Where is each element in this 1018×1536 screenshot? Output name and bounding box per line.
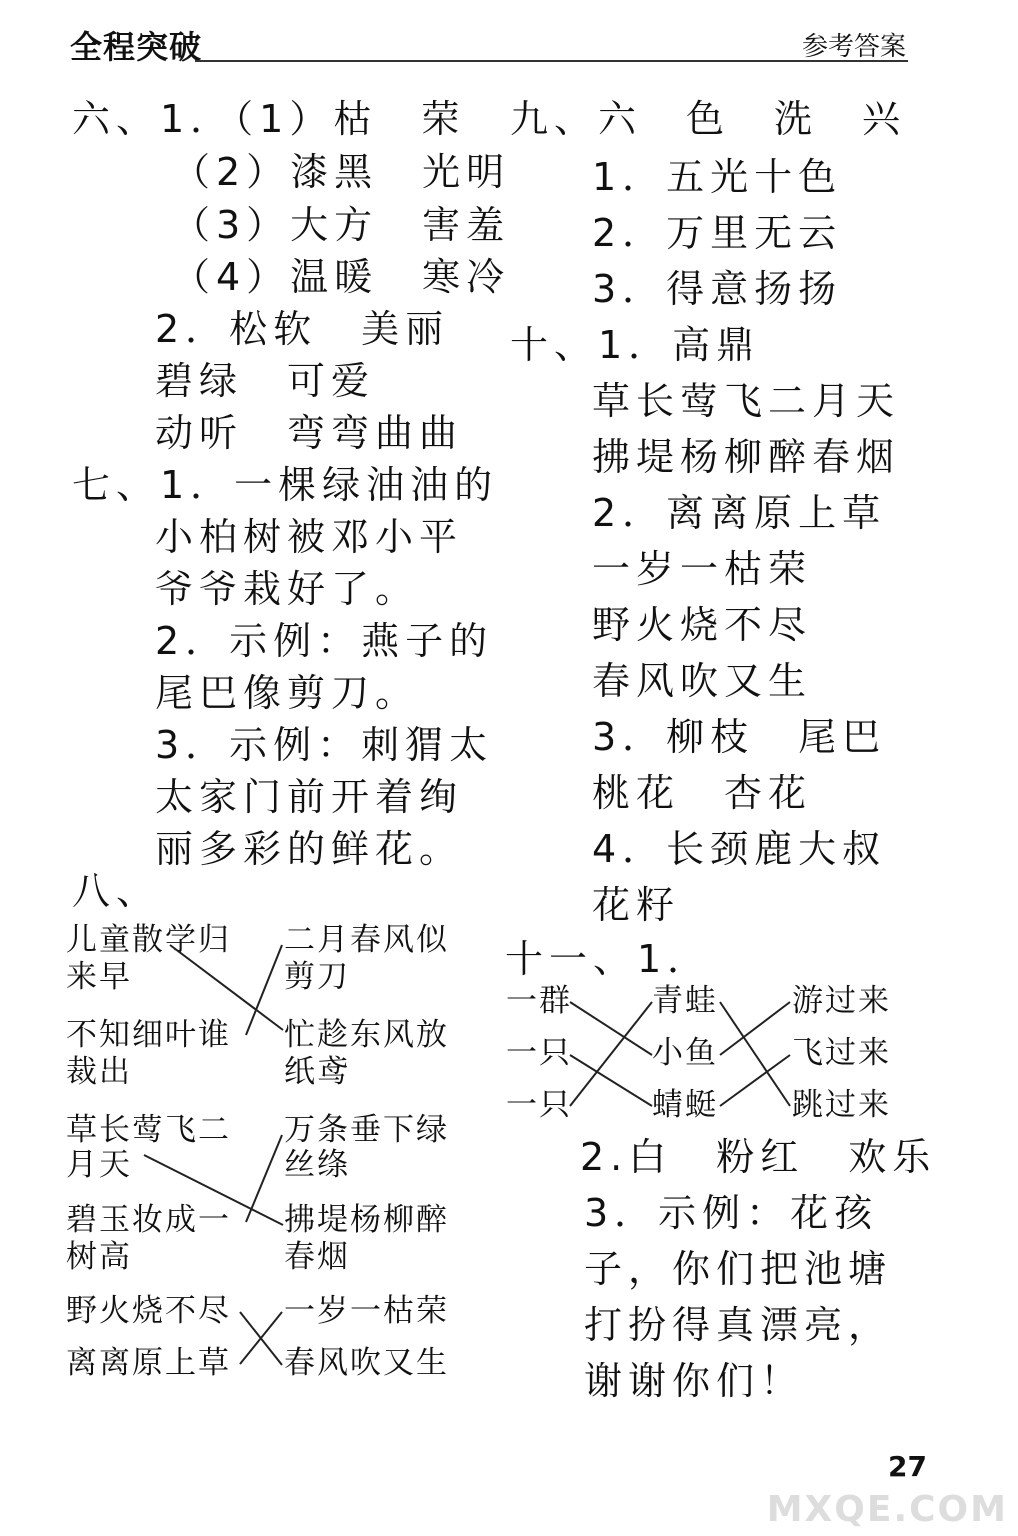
sec11-line4: 子，你们把池塘 [584,1247,893,1291]
sec10-line2: 草长莺飞二月天 [592,379,901,423]
sec11-line2: 2.白 粉红 欢乐 [580,1135,937,1179]
match8-g1-left-b1: 不知细叶谁 [66,1017,231,1053]
sec11-line5: 打扮得真漂亮， [584,1303,893,1347]
match11-col2-item: 小鱼 [652,1035,718,1071]
sec6-line7: 动听 弯弯曲曲 [155,411,464,455]
sec11-line3: 3．示例：花孩 [584,1191,879,1235]
sec11-line6: 谢谢你们！ [584,1359,805,1403]
sec7-line4: 2．示例：燕子的 [155,619,494,663]
match8-g1-right-d1: 忙趁东风放 [284,1017,449,1053]
match8-g2-left-b2: 树高 [66,1239,132,1275]
sec7-line8: 丽多彩的鲜花。 [155,827,464,871]
sec6-line4: （4）温暖 寒冷 [172,255,511,299]
book-logo: 全程突破 [70,28,203,66]
sec10-line11: 花籽 [592,883,681,927]
match-line [144,1155,283,1225]
sec7-line6: 3．示例：刺猬太 [155,723,494,767]
match8-g2-right-d2: 春烟 [284,1239,350,1275]
sec10-line10: 4．长颈鹿大叔 [592,827,887,871]
match8-g3-left-b: 离离原上草 [66,1345,231,1381]
match-line [246,945,282,1035]
sec7-line1: 七、1．一棵绿油油的 [72,463,499,507]
sec6-line1: 六、1．（1）枯 荣 [72,97,466,141]
sec9-line1: 九、六 色 洗 兴 [510,97,907,141]
sec7-line7: 太家门前开着绚 [155,775,464,819]
match8-g3-right-d: 春风吹又生 [284,1345,449,1381]
match-line [720,1002,790,1106]
sec10-line8: 3．柳枝 尾巴 [592,715,887,759]
sec10-line5: 一岁一枯荣 [592,547,813,591]
match-line [570,1002,652,1055]
match8-g1-right-c1: 二月春风似 [284,922,449,958]
sec7-line5: 尾巴像剪刀。 [155,671,420,715]
sec6-line6: 碧绿 可爱 [155,359,376,403]
page-number: 27 [888,1450,927,1483]
match-line [720,1055,790,1106]
match-line [246,1135,282,1222]
match8-g1-left-a2: 来早 [66,959,132,995]
match8-g3-right-c: 一岁一枯荣 [284,1293,449,1329]
match8-g1-left-a1: 儿童散学归 [66,922,231,958]
sec8-heading: 八、 [72,869,161,913]
match-line [720,1002,790,1055]
match8-g1-right-d2: 纸鸢 [284,1054,350,1090]
sec7-line3: 爷爷栽好了。 [155,567,420,611]
match11-col1-item: 一群 [506,983,572,1019]
sec7-line2: 小柏树被邓小平 [155,515,464,559]
match8-g2-right-c1: 万条垂下绿 [284,1112,449,1148]
section-title: 参考答案 [801,32,906,62]
match8-g2-left-a1: 草长莺飞二 [66,1112,231,1148]
sec10-line6: 野火烧不尽 [592,603,813,647]
sec6-line5: 2．松软 美丽 [155,307,450,351]
sec10-line9: 桃花 杏花 [592,771,813,815]
sec9-line2: 1．五光十色 [592,155,843,199]
match8-g2-left-b1: 碧玉妆成一 [66,1202,231,1238]
match8-g3-left-a: 野火烧不尽 [66,1293,231,1329]
match8-g1-right-c2: 剪刀 [284,959,350,995]
match8-g2-right-c2: 丝绦 [284,1147,350,1183]
match-line [570,1002,652,1106]
sec6-line2: （2）漆黑 光明 [172,150,511,194]
match8-g2-left-a2: 月天 [66,1147,132,1183]
sec6-line3: （3）大方 害羞 [172,203,511,247]
match8-g1-left-b2: 裁出 [66,1054,132,1090]
sec10-line1: 十、1．高鼎 [510,323,761,367]
sec10-line7: 春风吹又生 [592,659,813,703]
sec10-line3: 拂堤杨柳醉春烟 [592,435,901,479]
sec9-line4: 3．得意扬扬 [592,267,843,311]
match11-col2-item: 青蛙 [652,983,718,1019]
match11-col2-item: 蜻蜓 [652,1087,718,1123]
match11-col3-item: 游过来 [792,983,891,1019]
match11-col1-item: 一只 [506,1035,572,1071]
sec9-line3: 2．万里无云 [592,211,843,255]
watermark: MXQE.COM [766,1489,1008,1530]
match11-col3-item: 跳过来 [792,1087,891,1123]
match11-col3-item: 飞过来 [792,1035,891,1071]
match11-col1-item: 一只 [506,1087,572,1123]
match-line [570,1055,652,1106]
sec11-line1: 十一、1． [505,937,712,981]
match8-g2-right-d1: 拂堤杨柳醉 [284,1202,449,1238]
sec10-line4: 2．离离原上草 [592,491,887,535]
